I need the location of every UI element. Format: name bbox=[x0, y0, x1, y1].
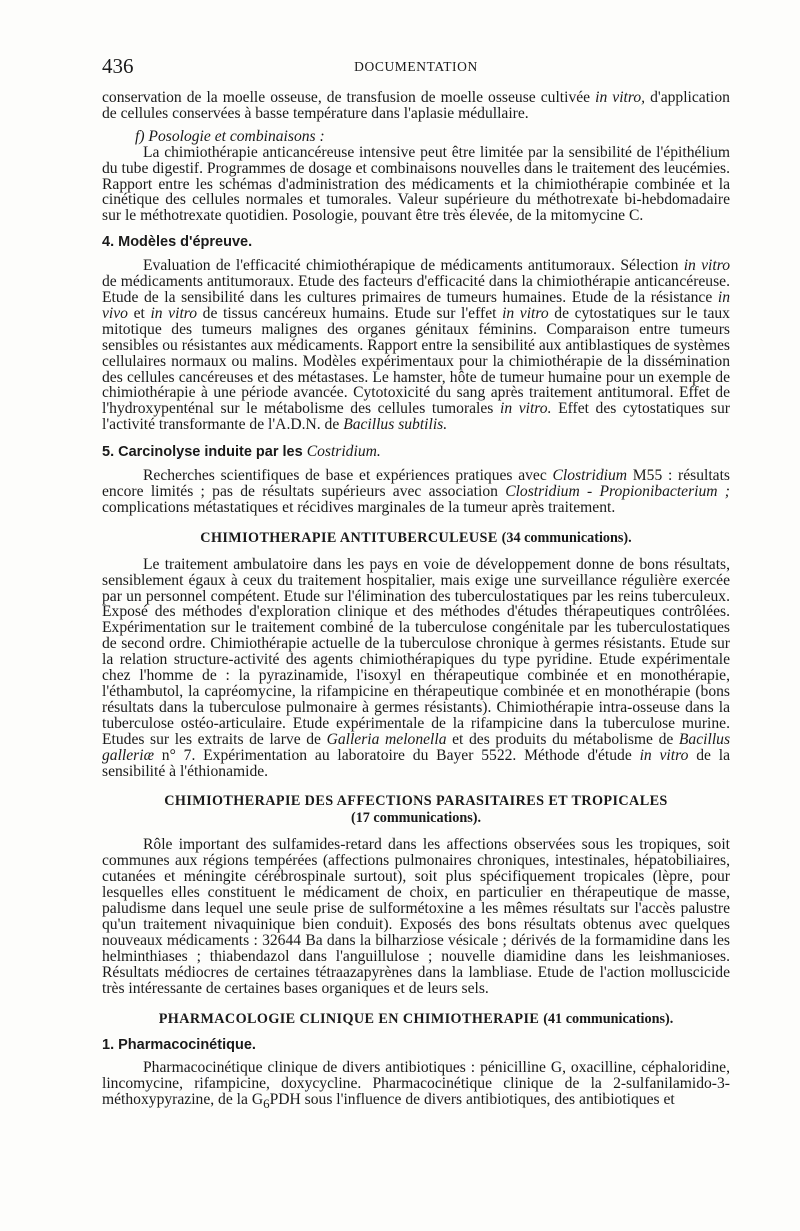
subsection-heading-posologie: f) Posologie et combinaisons : bbox=[135, 127, 325, 145]
carcinolyse-paragraph: Recherches scientifiques de base et expériences pratiques avec Clostridium M55 : résultats encore limités ; pas de résultats supérieurs avec association Clostridium - Propionibacterium ; complications métastatiques et récidives marginales de la tumeur après traitement. bbox=[102, 467, 731, 516]
chapter-heading-antituberculeuse: CHIMIOTHERAPIE ANTITUBERCULEUSE (34 communications). bbox=[200, 529, 632, 546]
page-body bbox=[102, 90, 730, 1112]
page-number: 436 bbox=[102, 54, 134, 78]
running-title: DOCUMENTATION bbox=[354, 59, 478, 74]
section-heading-carcinolyse: 5. Carcinolyse induite par les Costridium. bbox=[102, 443, 381, 461]
antituberculeuse-paragraph: Le traitement ambulatoire dans les pays en voie de développement donne de bons résultats, sensiblement égaux à ceux du traitement hospitalier, mais exige une surveillance régulière exercée par un personnel compétent. Etude sur l'élimination des tuberculostatiques par les reins tuberculeux. Exposé des méthodes d'exploration clinique et des méthodes d'études thérapeutiques contrôlées. Expérimentation sur le traitement combiné de la tuberculose congénitale par les tuberculostatiques de second ordre. Chimiothérapie actuelle de la tuberculose chronique à germes résistants. Etude sur la relation structure-activité des agents chimiothérapiques du type pyridine. Etude expérimentale chez l'homme de : la pyrazinamide, l'isoxyl en thérapeutique combinée et en monothérapie, l'éthambutol, la capréomycine, la rifampicine en thérapeutique combinée et en monothérapie (bons résultats dans la tuberculose pulmonaire à germes résistants). Chimiothérapie intra-osseuse dans la tuberculose ostéo-articulaire. Etude expérimentale de la rifampicine dans la tuberculose murine. Etudes sur les extraits de larve de Galleria melonella et des produits du métabolisme de Bacillus galleriæ n° 7. Expérimentation au laboratoire du Bayer 5522. Méthode d'étude in vitro de la sensibilité à l'éthionamide. bbox=[102, 555, 731, 780]
intro-paragraph: conservation de la moelle osseuse, de transfusion de moelle osseuse cultivée in vitro, d'application de cellules conservées à basse température dans l'aplasie médullaire. bbox=[102, 89, 730, 122]
pharmacocinetique-paragraph: Pharmacocinétique clinique de divers antibiotiques : pénicilline G, oxacilline, céphaloridine, lincomycine, rifampicine, doxycycline. Pharmacocinétique clinique de la 2-sulfanilamido-3-méthoxypyrazine, de la $G_6PDH$ sous l'influence de divers antibiotiques, des antibiotiques et bbox=[102, 1059, 730, 1112]
parasitaires-paragraph: Rôle important des sulfamides-retard dans les affections observées sous les tropiques, soit communes aux régions tempérées (affections pulmonaires chroniques, intestinales, hépatobiliaires, cutanées et méningite cérébrospinale surtout), soit plus spécifiquement tropicales (lèpre, pour lesquelles elles constituent le médicament de choix, en particulier en thérapeutique de masse, paludisme dans lequel une seule prise de sulformétoxine a les mêmes résultats sur l'accès palustre qu'un traitement nivaquinique bien conduit). Exposés des bons résultats obtenus avec quelques nouveaux médicaments : 32644 Ba dans la bilharziose vésicale ; dérivés de la formamidine dans les helminthiases ; thiabendazol dans l'anguillulose ; nouvelle diamidine dans les leishmanioses. Résultats médiocres de certaines tétraazapyrènes dans la lambliase. Etude de l'action molluscicide très intéressante de certaines bases organiques et de leurs sels. bbox=[102, 836, 730, 997]
section-heading-modeles: 4. Modèles d'épreuve. bbox=[102, 234, 253, 251]
chapter-heading-parasitaires: CHIMIOTHERAPIE DES AFFECTIONS PARASITAIRES ET TROPICALES (17 communications). bbox=[164, 793, 668, 827]
page-header bbox=[102, 54, 730, 78]
section-heading-pharmacocinetique: 1. Pharmacocinétique. bbox=[102, 1036, 256, 1053]
chapter-heading-pharmacologie: PHARMACOLOGIE CLINIQUE EN CHIMIOTHERAPIE (41 communications). bbox=[158, 1010, 674, 1027]
posologie-paragraph: La chimiothérapie anticancéreuse intensive peut être limitée par la sensibilité de l'épithélium du tube digestif. Programmes de dosage et combinaisons nouvelles dans le traitement des leucémies. Rapport entre les schémas d'administration des médicaments et la chimiothérapie combinée et la cinétique des cellules normales et tumorales. Valeur supérieure du méthotrexate bi-hebdomadaire sur le méthotrexate quotidien. Posologie, pouvant être très élevée, de la mitomycine C. bbox=[102, 143, 730, 225]
modeles-paragraph: Evaluation de l'efficacité chimiothérapique de médicaments antitumoraux. Sélection in vitro de médicaments antitumoraux. Etude des facteurs d'efficacité dans la chimiothérapie anticancéreuse. Etude de la sensibilité dans les cultures primaires de tumeurs humaines. Etude de la résistance in vivo et in vitro de tissus cancéreux humains. Etude sur l'effet in vitro de cytostatiques sur le taux mitotique des tumeurs malignes des organes génitaux féminins. Comparaison entre tumeurs sensibles ou résistantes aux médicaments. Rapport entre la sensibilité aux antiblastiques de systèmes cellulaires normaux ou malins. Modèles expérimentaux pour la chimiothérapie de la dissémination des cellules cancéreuses et des métastases. Le hamster, hôte de tumeur humaine pour un exemple de chimiothérapie à une période avancée. Cytotoxicité du sang après traitement antitumoral. Effet de l'hydroxypenténal sur le métabolisme des cellules tumorales in vitro. Effet des cytostatiques sur l'activité transformante de l'A.D.N. de Bacillus subtilis. bbox=[102, 257, 730, 434]
